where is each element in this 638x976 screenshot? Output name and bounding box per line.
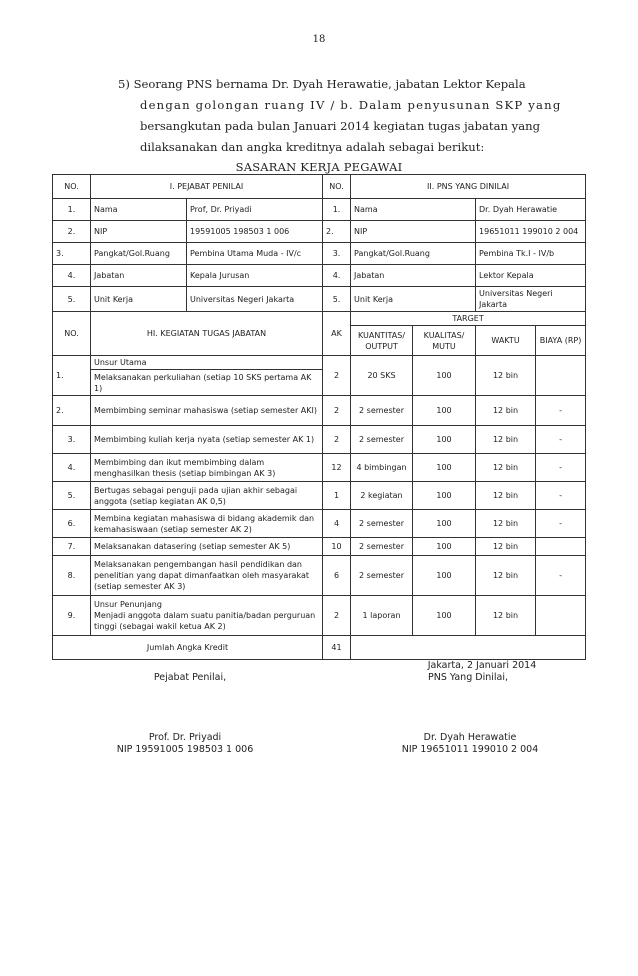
task-biaya (536, 538, 586, 556)
task-waktu: 12 bin (476, 596, 536, 636)
task-kuantitas: 2 semester (351, 396, 413, 426)
task-row (53, 356, 586, 396)
task-description (91, 356, 323, 396)
kegiatan-header-waktu: WAKTU (476, 326, 536, 356)
pejabat-no: 1. (53, 199, 91, 221)
task-biaya: - (536, 482, 586, 510)
pejabat-value: Kepala Jurusan (187, 265, 323, 287)
task-kualitas: 100 (413, 538, 476, 556)
task-kuantitas: 2 semester (351, 426, 413, 454)
dinilai-title: PNS Yang Dinilai, (427, 672, 508, 683)
task-kualitas: 100 (413, 454, 476, 482)
task-description: Membina kegiatan mahasiswa di bidang akademik dan kemahasiswaan (setiap semester AK 2) (91, 510, 323, 538)
task-kualitas: 100 (413, 556, 476, 596)
penilai-name: Prof. Dr. Priyadi (148, 732, 222, 743)
task-ak: 4 (323, 510, 351, 538)
pns-value: Universitas Negeri Jakarta (476, 287, 586, 312)
intro-paragraph (118, 74, 580, 158)
task-waktu: 12 bin (476, 538, 536, 556)
task-kuantitas: 20 SKS (351, 356, 413, 396)
task-no: 1. (53, 356, 91, 396)
task-waktu: 12 bin (476, 356, 536, 396)
pejabat-value: Pembina Utama Muda - IV/c (187, 243, 323, 265)
sum-value: 41 (323, 636, 351, 660)
task-no: 5. (53, 482, 91, 510)
task-description (91, 596, 323, 636)
task-kuantitas: 2 semester (351, 538, 413, 556)
task-kuantitas: 4 bimbingan (351, 454, 413, 482)
pns-value: Dr. Dyah Herawatie (476, 199, 586, 221)
penilai-nip: NIP 19591005 198503 1 006 (116, 744, 254, 755)
task-no: 7. (53, 538, 91, 556)
task-kuantitas: 2 semester (351, 556, 413, 596)
pejabat-label: Jabatan (91, 265, 187, 287)
task-biaya (536, 356, 586, 396)
kegiatan-header-row (53, 312, 586, 326)
pejabat-row-pangkat (53, 243, 586, 265)
table-title: SASARAN KERJA PEGAWAI (235, 160, 403, 174)
task-kuantitas: 1 laporan (351, 596, 413, 636)
task-description: Membimbing dan ikut membimbing dalam menghasilkan thesis (setiap bimbingan AK 3) (91, 454, 323, 482)
pejabat-row-unit (53, 287, 586, 312)
pns-no: 3. (323, 243, 351, 265)
pns-no: 2. (323, 221, 351, 243)
pejabat-value: 19591005 198503 1 006 (187, 221, 323, 243)
task-row (53, 426, 586, 454)
task-ak: 2 (323, 396, 351, 426)
task-biaya: - (536, 426, 586, 454)
pejabat-row-nip (53, 221, 586, 243)
kegiatan-header-ak: AK (323, 312, 351, 356)
task-biaya: - (536, 396, 586, 426)
task-waktu: 12 bin (476, 482, 536, 510)
kegiatan-header-kualitas: KUALITAS/ MUTU (413, 326, 476, 356)
task-ak: 2 (323, 356, 351, 396)
dinilai-name: Dr. Dyah Herawatie (423, 732, 517, 743)
intro-line-4: dilaksanakan dan angka kreditnya adalah sebagai berikut: (140, 140, 485, 154)
pejabat-row-nama (53, 199, 586, 221)
task-no: 2. (53, 396, 91, 426)
task-waktu: 12 bin (476, 510, 536, 538)
pns-value: Lektor Kepala (476, 265, 586, 287)
sum-blank (351, 636, 586, 660)
intro-line-1: 5) Seorang PNS bernama Dr. Dyah Herawatie, jabatan Lektor Kepala (118, 77, 526, 91)
pejabat-no: 4. (53, 265, 91, 287)
page-number: 18 (312, 34, 326, 45)
task-waktu: 12 bin (476, 556, 536, 596)
sum-row (53, 636, 586, 660)
pns-value: 19651011 199010 2 004 (476, 221, 586, 243)
task-row (53, 454, 586, 482)
task-kuantitas: 2 kegiatan (351, 482, 413, 510)
task-desc-text: Menjadi anggota dalam suatu panitia/badan perguruan tinggi (sebagai wakil ketua AK 2) (94, 611, 316, 631)
task-biaya: - (536, 556, 586, 596)
task-row (53, 538, 586, 556)
kegiatan-header-kuantitas: KUANTITAS/ OUTPUT (351, 326, 413, 356)
task-desc-text: Melaksanakan perkuliahan (setiap 10 SKS pertama AK 1) (94, 372, 312, 393)
task-biaya: - (536, 454, 586, 482)
task-kualitas: 100 (413, 426, 476, 454)
pns-value: Pembina Tk.I - IV/b (476, 243, 586, 265)
header-pns-dinilai: II. PNS YANG DINILAI (351, 175, 586, 199)
task-row (53, 596, 586, 636)
task-kualitas: 100 (413, 396, 476, 426)
pns-no: 4. (323, 265, 351, 287)
task-ak: 12 (323, 454, 351, 482)
pejabat-label: Nama (91, 199, 187, 221)
task-description: Melaksanakan datasering (setiap semester AK 5) (91, 538, 323, 556)
pejabat-no: 2. (53, 221, 91, 243)
intro-line-3: bersangkutan pada bulan Januari 2014 kegiatan tugas jabatan yang (140, 119, 540, 133)
pejabat-no: 5. (53, 287, 91, 312)
intro-line-2: dengan golongan ruang IV / b. Dalam penyusunan SKP yang (140, 98, 562, 112)
task-no: 8. (53, 556, 91, 596)
task-row (53, 482, 586, 510)
pejabat-header-row (53, 175, 586, 199)
task-ak: 1 (323, 482, 351, 510)
task-no: 6. (53, 510, 91, 538)
task-description: Membimbing kuliah kerja nyata (setiap semester AK 1) (91, 426, 323, 454)
task-no: 3. (53, 426, 91, 454)
sum-label: Jumlah Angka Kredit (53, 636, 323, 660)
pns-no: 1. (323, 199, 351, 221)
task-ak: 6 (323, 556, 351, 596)
penilai-title: Pejabat Penilai, (153, 672, 227, 683)
task-description: Membimbing seminar mahasiswa (setiap semester AKI) (91, 396, 323, 426)
pejabat-label: NIP (91, 221, 187, 243)
task-no: 4. (53, 454, 91, 482)
kegiatan-header-title: HI. KEGIATAN TUGAS JABATAN (91, 312, 323, 356)
pns-label: NIP (351, 221, 476, 243)
task-biaya (536, 596, 586, 636)
task-waktu: 12 bin (476, 454, 536, 482)
pejabat-no: 3. (53, 243, 91, 265)
pejabat-row-jabatan (53, 265, 586, 287)
task-description: Bertugas sebagai penguji pada ujian akhir sebagai anggota (setiap kegiatan AK 0,5) (91, 482, 323, 510)
dinilai-nip: NIP 19651011 199010 2 004 (401, 744, 539, 755)
header-no-2: NO. (323, 175, 351, 199)
place-date: Jakarta, 2 Januari 2014 (427, 660, 537, 671)
task-waktu: 12 bin (476, 426, 536, 454)
task-description: Melaksanakan pengembangan hasil pendidikan dan penelitian yang dapat dimanfaatkan oleh masyarakat (setiap semester AK 3) (91, 556, 323, 596)
task-no: 9. (53, 596, 91, 636)
pejabat-label: Pangkat/Gol.Ruang (91, 243, 187, 265)
header-no: NO. (53, 175, 91, 199)
task-kualitas: 100 (413, 596, 476, 636)
pns-no: 5. (323, 287, 351, 312)
task-group-label: Unsur Utama (91, 357, 322, 370)
kegiatan-header-no: NO. (53, 312, 91, 356)
task-kuantitas: 2 semester (351, 510, 413, 538)
task-ak: 2 (323, 596, 351, 636)
task-row (53, 396, 586, 426)
task-kualitas: 100 (413, 482, 476, 510)
kegiatan-header-target: TARGET (351, 312, 586, 326)
skp-table (52, 174, 586, 660)
task-kualitas: 100 (413, 356, 476, 396)
pns-label: Jabatan (351, 265, 476, 287)
pns-label: Pangkat/Gol.Ruang (351, 243, 476, 265)
task-waktu: 12 bin (476, 396, 536, 426)
task-kualitas: 100 (413, 510, 476, 538)
header-pejabat-penilai: I. PEJABAT PENILAI (91, 175, 323, 199)
task-row (53, 556, 586, 596)
kegiatan-header-biaya: BIAYA (RP) (536, 326, 586, 356)
task-row (53, 510, 586, 538)
task-group-label: Unsur Penunjang (94, 600, 162, 609)
task-ak: 10 (323, 538, 351, 556)
pns-label: Unit Kerja (351, 287, 476, 312)
task-biaya: - (536, 510, 586, 538)
pejabat-label: Unit Kerja (91, 287, 187, 312)
pns-label: Nama (351, 199, 476, 221)
pejabat-value: Prof, Dr. Priyadi (187, 199, 323, 221)
pejabat-value: Universitas Negeri Jakarta (187, 287, 323, 312)
task-ak: 2 (323, 426, 351, 454)
